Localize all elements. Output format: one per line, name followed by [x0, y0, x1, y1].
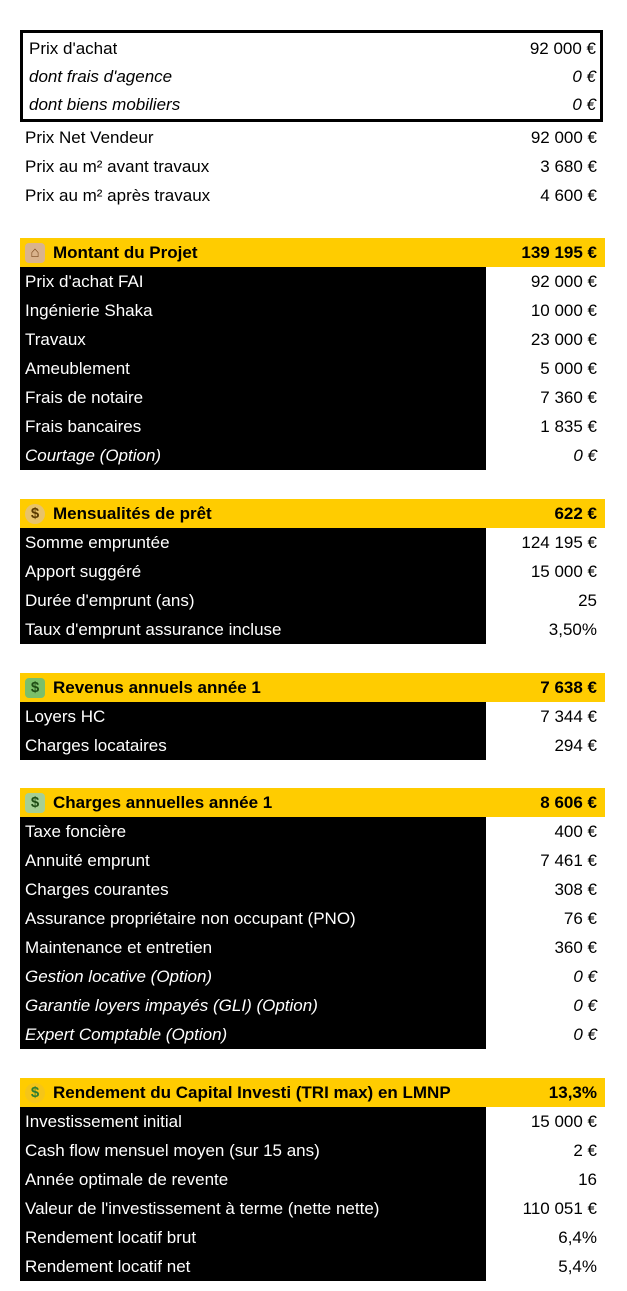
row-label: Loyers HC [20, 702, 486, 731]
row-value: 23 000 € [530, 330, 597, 349]
section-total: 7 638 € [540, 678, 597, 697]
row-label: Ingénierie Shaka [20, 296, 486, 325]
purchase-price-box [20, 30, 603, 122]
table-row [20, 296, 605, 325]
row-label: Frais de notaire [20, 383, 486, 412]
table-row [20, 441, 605, 470]
table-row [20, 991, 605, 1020]
section-header [20, 1078, 605, 1107]
row-value: 10 000 € [530, 301, 597, 320]
row-label: dont biens mobiliers [29, 95, 181, 114]
row-label: Année optimale de revente [20, 1165, 486, 1194]
row-value: 0 € [573, 996, 597, 1015]
table-row [20, 933, 605, 962]
row-label: Gestion locative (Option) [20, 962, 486, 991]
row-value: 92 000 € [530, 272, 597, 291]
row-label: Rendement locatif brut [20, 1223, 486, 1252]
section-total: 139 195 € [521, 243, 597, 262]
row-value: 294 € [554, 736, 597, 755]
section-header [20, 673, 605, 702]
section-header [20, 238, 605, 267]
row-label: Somme empruntée [20, 528, 486, 557]
house-icon: ⌂ [25, 243, 45, 263]
section-title: Charges annuelles année 1 [53, 793, 273, 812]
table-row [20, 846, 605, 875]
table-row [20, 1165, 605, 1194]
row-label: Prix au m² après travaux [25, 186, 211, 205]
table-row [20, 383, 605, 412]
row-value: 4 600 € [540, 186, 597, 205]
row-label: Charges courantes [20, 875, 486, 904]
row-value: 92 000 € [530, 128, 597, 147]
row-value: 76 € [563, 909, 597, 928]
row-value: 0 € [573, 967, 597, 986]
section-loan-monthly [20, 499, 605, 644]
row-value: 124 195 € [521, 533, 597, 552]
row-label: Cash flow mensuel moyen (sur 15 ans) [20, 1136, 486, 1165]
table-row [20, 962, 605, 991]
banknote-icon: $ [25, 678, 45, 698]
row-label: Maintenance et entretien [20, 933, 486, 962]
table-row [20, 1136, 605, 1165]
row-value: 92 000 € [529, 39, 596, 58]
section-project-amount [20, 238, 605, 470]
section-annual-income [20, 673, 605, 760]
table-row [20, 731, 605, 760]
section-title: Mensualités de prêt [53, 504, 212, 523]
row-label: Assurance propriétaire non occupant (PNO) [20, 904, 486, 933]
row-value: 2 € [573, 1141, 597, 1160]
row-label: Valeur de l'investissement à terme (nette nette) [20, 1194, 486, 1223]
row-value: 0 € [573, 1025, 597, 1044]
row-label: Travaux [20, 325, 486, 354]
row-label: Taux d'emprunt assurance incluse [20, 615, 486, 644]
table-row [20, 1223, 605, 1252]
table-row [20, 325, 605, 354]
row-value: 0 € [572, 67, 596, 86]
row-label: Prix au m² avant travaux [25, 157, 210, 176]
row-value: 7 461 € [540, 851, 597, 870]
section-total: 622 € [554, 504, 597, 523]
row-label: Investissement initial [20, 1107, 486, 1136]
section-header [20, 788, 605, 817]
row-value: 308 € [554, 880, 597, 899]
row-value: 400 € [554, 822, 597, 841]
table-row [20, 1252, 605, 1281]
row-value: 7 344 € [540, 707, 597, 726]
table-row [20, 1194, 605, 1223]
section-annual-charges [20, 788, 605, 1049]
table-row [20, 615, 605, 644]
row-value: 110 051 € [522, 1199, 597, 1218]
row-label: Taxe foncière [20, 817, 486, 846]
row-label: Charges locataires [20, 731, 486, 760]
money-bag-icon: $ [25, 504, 45, 524]
purchase-row-price [23, 35, 600, 63]
table-row [20, 412, 605, 441]
purchase-row-furniture [23, 91, 600, 119]
section-header [20, 499, 605, 528]
table-row [20, 557, 605, 586]
summary-row-price-before-works [20, 152, 605, 181]
row-label: Courtage (Option) [20, 441, 486, 470]
row-label: dont frais d'agence [29, 67, 173, 86]
row-value: 16 [578, 1170, 597, 1189]
row-value: 3,50% [548, 620, 597, 639]
table-row [20, 817, 605, 846]
row-value: 0 € [573, 446, 597, 465]
row-value: 6,4% [558, 1228, 597, 1247]
row-value: 5 000 € [540, 359, 597, 378]
row-label: Prix d'achat FAI [20, 267, 486, 296]
price-summary [20, 123, 605, 210]
table-row [20, 354, 605, 383]
row-label: Durée d'emprunt (ans) [20, 586, 486, 615]
row-value: 15 000 € [530, 1112, 597, 1131]
row-label: Annuité emprunt [20, 846, 486, 875]
row-value: 15 000 € [530, 562, 597, 581]
table-row [20, 904, 605, 933]
section-total: 8 606 € [540, 793, 597, 812]
table-row [20, 586, 605, 615]
table-row [20, 528, 605, 557]
row-label: Frais bancaires [20, 412, 486, 441]
row-label: Garantie loyers impayés (GLI) (Option) [20, 991, 486, 1020]
section-title: Revenus annuels année 1 [53, 678, 261, 697]
table-row [20, 267, 605, 296]
summary-row-price-after-works [20, 181, 605, 210]
row-label: Expert Comptable (Option) [20, 1020, 486, 1049]
row-value: 25 [578, 591, 597, 610]
row-value: 3 680 € [540, 157, 597, 176]
table-row [20, 1107, 605, 1136]
money-face-icon: $ [25, 1083, 45, 1103]
row-value: 360 € [554, 938, 597, 957]
row-label: Apport suggéré [20, 557, 486, 586]
row-value: 7 360 € [540, 388, 597, 407]
row-label: Ameublement [20, 354, 486, 383]
section-title: Rendement du Capital Investi (TRI max) en LMNP [53, 1083, 451, 1102]
row-value: 0 € [572, 95, 596, 114]
row-value: 5,4% [558, 1257, 597, 1276]
row-label: Prix d'achat [29, 39, 118, 58]
flying-money-icon: $ [25, 793, 45, 813]
summary-row-net-seller [20, 123, 605, 152]
section-title: Montant du Projet [53, 243, 198, 262]
section-capital-return [20, 1078, 605, 1281]
table-row [20, 1020, 605, 1049]
table-row [20, 702, 605, 731]
row-label: Rendement locatif net [20, 1252, 486, 1281]
row-label: Prix Net Vendeur [25, 128, 154, 147]
table-row [20, 875, 605, 904]
purchase-row-agency-fees [23, 63, 600, 91]
section-total: 13,3% [548, 1083, 597, 1102]
row-value: 1 835 € [540, 417, 597, 436]
